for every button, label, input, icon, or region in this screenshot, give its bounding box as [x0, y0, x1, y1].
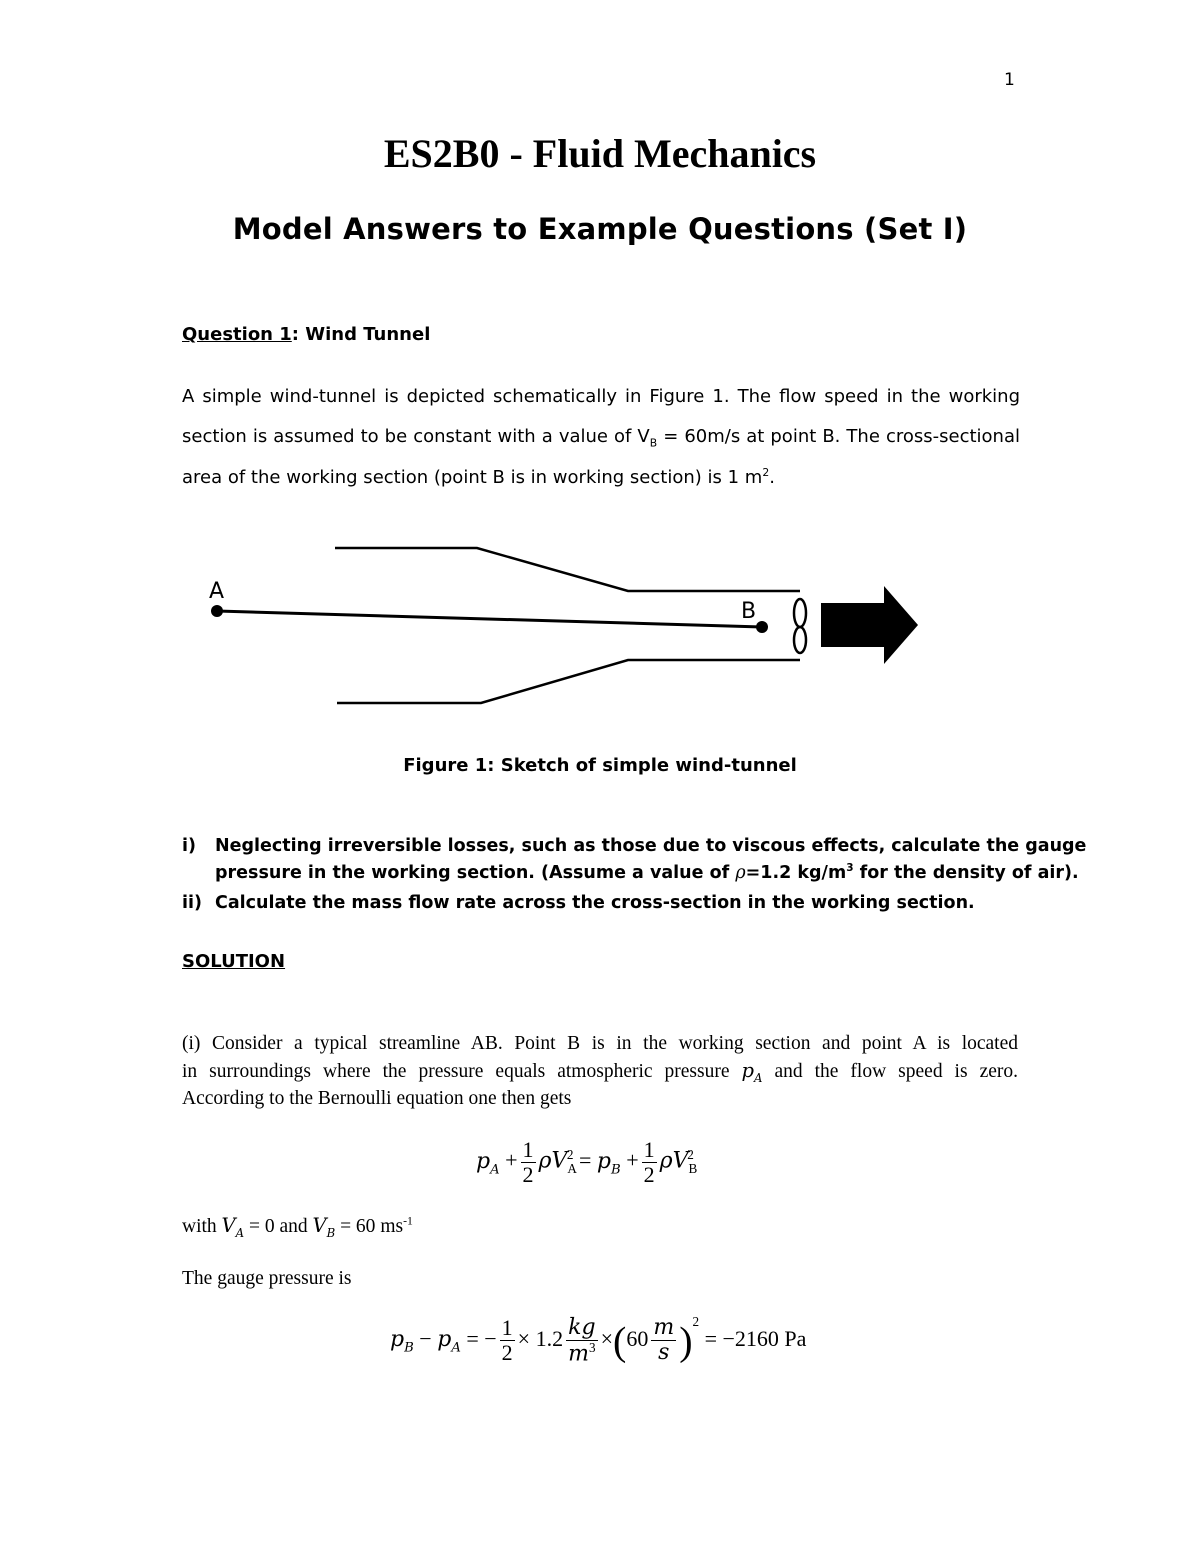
gauge-pressure-result: = −2160 Pa: [704, 1326, 807, 1351]
solution-heading: SOLUTION: [182, 951, 286, 972]
part-ii-number: ii): [182, 893, 202, 913]
question-text-line-2: [182, 426, 1020, 450]
part-i-line-1: Neglecting irreversible losses, such as those due to viscous effects, calculate the gauge: [215, 836, 1087, 856]
point-b-label: B: [741, 599, 757, 624]
question-text-line-1: A simple wind-tunnel is depicted schematically in Figure 1. The flow speed in the working: [182, 386, 1020, 407]
solution-line-2: [182, 1059, 1018, 1085]
question-part-i: [182, 836, 1087, 862]
page-number: 1: [1004, 70, 1015, 90]
question-text-part: section is assumed to be constant with a value of V: [182, 426, 650, 447]
point-a-marker: [211, 605, 223, 617]
question-title: : Wind Tunnel: [291, 324, 431, 345]
rho-symbol: ρ: [735, 862, 746, 883]
document-subtitle: Model Answers to Example Questions (Set I): [232, 212, 968, 246]
question-label: Question 1: [182, 324, 292, 345]
pa-symbol: $p_A$: [741, 1059, 763, 1085]
question-text-line-3: [182, 466, 1020, 488]
superscript-3: 3: [846, 862, 854, 874]
bernoulli-equation: $p_A$ + $\frac{1}{2}$ $\rho V_A^2 = p_B$ + $\frac{1}{2}$ $\rho V_B^2$: [476, 1137, 698, 1188]
part-i-text: pressure in the working section. (Assume a value of: [215, 862, 736, 883]
va-value: = 0: [244, 1216, 275, 1237]
wind-tunnel-figure: [0, 530, 1200, 720]
part-i-text: for the density of air).: [853, 862, 1079, 883]
point-b-marker: [756, 621, 768, 633]
solution-line-1: (i) Consider a typical streamline AB. Point B is in the working section and point A is located: [182, 1033, 1018, 1054]
gauge-pressure-equation: $p_B - p_A$ = − $\frac{1}{2}$ × 1.2 $\frac{kg}{m^3}$ ×(60 $\frac{m}{s}$ )$^2$ = −2160 Pa: [390, 1314, 807, 1367]
part-ii-line: Calculate the mass flow rate across the cross-section in the working section.: [215, 893, 975, 913]
tunnel-lower-wall: [337, 660, 800, 703]
part-i-text: =1.2 kg/m: [745, 862, 847, 883]
unit-ms: ms: [375, 1216, 404, 1237]
part-i-line-2: [215, 862, 1079, 883]
streamline-ab: [217, 611, 762, 627]
gauge-pressure-intro: The gauge pressure is: [182, 1268, 352, 1289]
superscript-2: 2: [762, 466, 770, 479]
question-text-part: area of the working section (point B is in working section) is 1 m: [182, 467, 763, 488]
question-heading: [182, 324, 430, 345]
velocity-conditions: with $V_A = 0$ and $V_B = 60$ $ms^{-1}$: [182, 1214, 413, 1240]
and-text: and: [274, 1216, 313, 1237]
part-i-number: i): [182, 836, 196, 856]
question-text-part: .: [769, 467, 775, 488]
fan-blade-lower: [794, 627, 806, 653]
unit-superscript: -1: [403, 1214, 413, 1228]
subscript-b: B: [649, 436, 658, 450]
point-a-label: A: [209, 579, 225, 604]
figure-caption: Figure 1: Sketch of simple wind-tunnel: [403, 755, 797, 776]
question-text-part: = 60m/s at point B. The cross-sectional: [657, 426, 1020, 447]
solution-line-3: According to the Bernoulli equation one then gets: [182, 1088, 572, 1109]
flow-direction-arrow: [821, 586, 918, 664]
question-part-ii: [182, 893, 1020, 919]
solution-text: and the flow speed is zero.: [762, 1061, 1018, 1082]
question-part-i-continued: [182, 862, 1079, 888]
tunnel-upper-wall: [335, 548, 800, 591]
document-title: ES2B0 - Fluid Mechanics: [383, 131, 817, 176]
with-text: with: [182, 1216, 222, 1237]
fan-blade-upper: [794, 599, 806, 627]
vb-value: = 60: [335, 1216, 376, 1237]
solution-text: in surroundings where the pressure equals atmospheric pressure: [182, 1061, 742, 1082]
